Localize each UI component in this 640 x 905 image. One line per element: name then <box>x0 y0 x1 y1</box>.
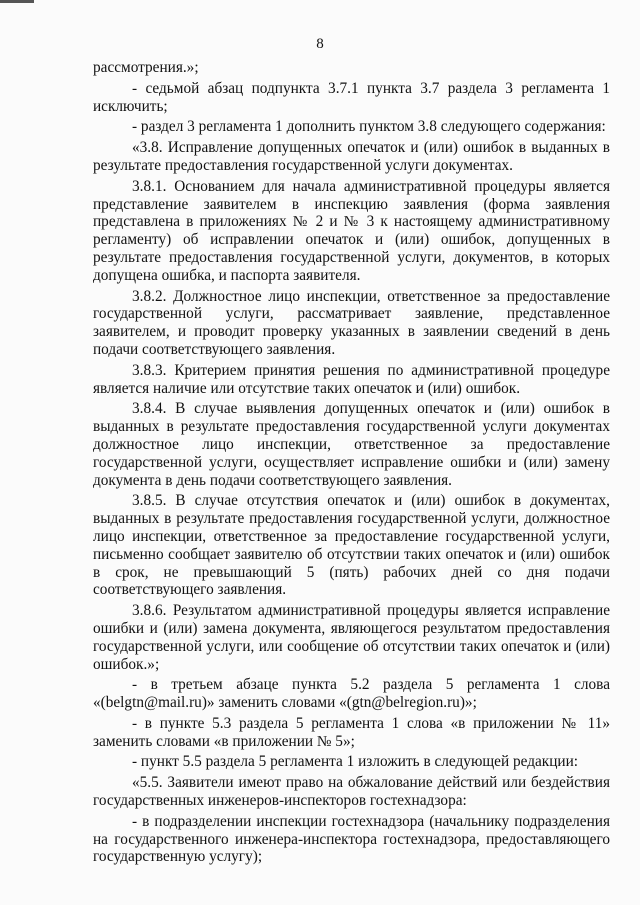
paragraph-3-8-3: 3.8.3. Критерием принятия решения по административной процедуре является наличие или отсутствие таких опечаток и (или) ошибок. <box>93 361 610 397</box>
paragraph-3-8-1: 3.8.1. Основанием для начала административной процедуры является представление заявителем в инспекцию заявления (форма заявления представлена в приложениях № 2 и № 3 к настоящему административному регламенту) об исправлении опечаток и (или) ошибок, допущенных в результате предоставления государственной услуги, документов, в которых допущена ошибка, и паспорта заявителя. <box>93 177 610 284</box>
paragraph-3-8-4: 3.8.4. В случае выявления допущенных опечаток и (или) ошибок в выданных в результате предоставления государственной услуги документах должностное лицо инспекции, ответственное за предоставление государственной услуги, осуществляет исправление ошибки и (или) замену документа в день подачи соответствующего заявления. <box>93 400 610 489</box>
paragraph-amendment-5-2: - в третьем абзаце пункта 5.2 раздела 5 регламента 1 слова «(belgtn@mail.ru)» заменить словами «(gtn@belregion.ru)»; <box>93 676 610 712</box>
paragraph-amendment-5-5: - пункт 5.5 раздела 5 регламента 1 изложить в следующей редакции: <box>132 753 579 771</box>
paragraph-5-5-item-1: - в подразделении инспекции гостехнадзора (начальнику подразделения на государственного инженера-инспектора гостехнадзора, предоставляющего государственную услугу); <box>93 812 610 866</box>
scan-edge-mark <box>0 0 34 3</box>
paragraph-amendment-3-7-1: - седьмой абзац подпункта 3.7.1 пункта 3.7 раздела 3 регламента 1 исключить; <box>93 79 610 115</box>
page-number: 8 <box>316 36 324 52</box>
paragraph-3-8-2: 3.8.2. Должностное лицо инспекции, ответственное за предоставление государственной услуги, рассматривает заявление, представленное заявителем, и проводит проверку указанных в заявлении сведений в день подачи соответствующего заявления. <box>93 287 610 358</box>
paragraph-amendment-5-3: - в пункте 5.3 раздела 5 регламента 1 слова «в приложении № 11» заменить словами «в приложении № 5»; <box>93 714 610 750</box>
paragraph-amendment-add-3-8: - раздел 3 регламента 1 дополнить пунктом 3.8 следующего содержания: <box>132 118 606 136</box>
paragraph-3-8-6: 3.8.6. Результатом административной процедуры является исправление ошибки и (или) замена документа, являющегося результатом предоставления государственной услуги, или сообщение об отсутствии таких опечаток и (или) ошибок.»; <box>93 602 610 673</box>
paragraph-5-5-heading: «5.5. Заявители имеют право на обжалование действий или бездействия государственных инженеров-инспекторов гостехнадзора: <box>93 774 610 810</box>
paragraph-3-8-heading: «3.8. Исправление допущенных опечаток и (или) ошибок в выданных в результате предоставления государственной услуги документах. <box>93 139 610 174</box>
paragraph-3-8-5: 3.8.5. В случае отсутствия опечаток и (или) ошибок в документах, выданных в результате предоставления государственной услуги, должностное лицо инспекции, ответственное за предоставление государственной услуги, письменно сообщает заявителю об отсутствии таких опечаток и (или) ошибок в срок, не превышающий 5 (пять) рабочих дней со дня подачи соответствующего заявления. <box>93 492 610 599</box>
document-body <box>93 59 610 869</box>
paragraph-continuation: рассмотрения.»; <box>93 59 199 76</box>
